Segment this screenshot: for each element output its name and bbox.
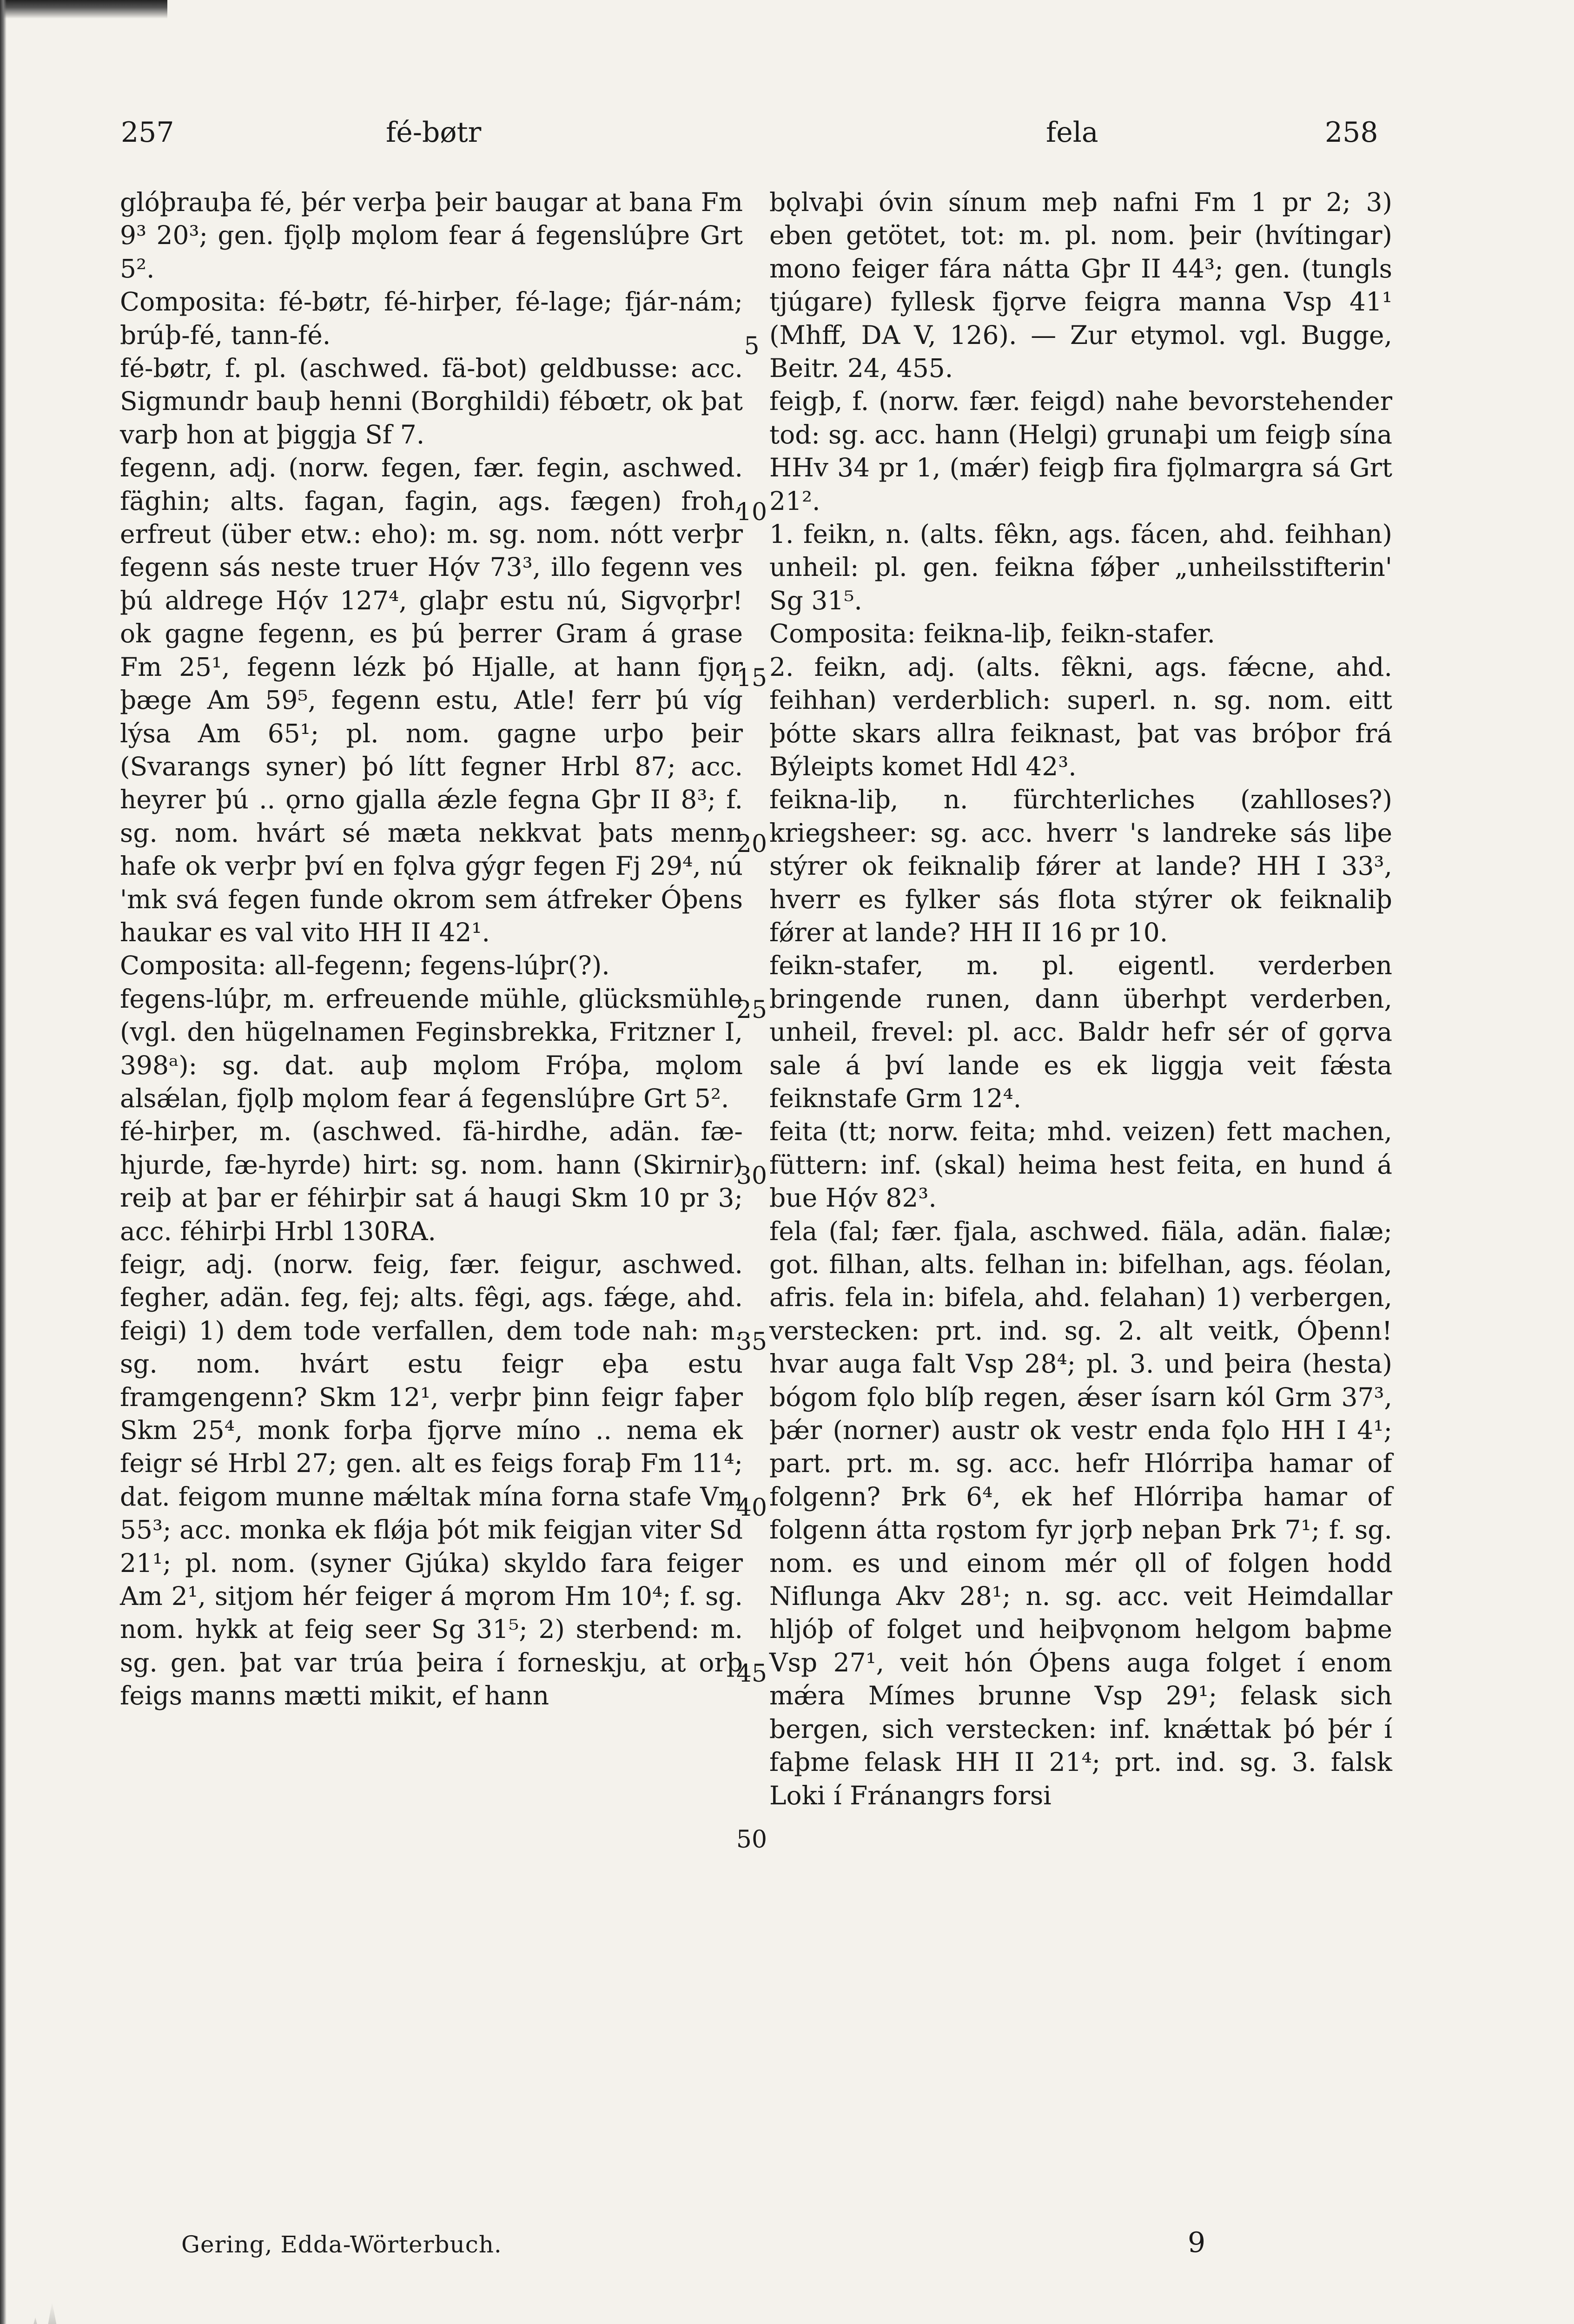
entry: glóþrauþa fé, þér verþa þeir baugar at bana Fm 9³ 20³; gen. fjǫlþ mǫlom fear á fegenslúþre Grt 5². xyxy=(120,187,743,284)
entry: fela (fal; fær. fjala, aschwed. fiäla, adän. fialæ; got. filhan, alts. felhan in: bifelhan, ags. féolan, afris. fela in: bifela, ahd. felahan) 1) verbergen, verstecken: prt. ind. sg. 2. alt veitk, Óþenn! hvar auga falt Vsp 28⁴; pl. 3. und þeira (hesta) bógom fǫlo blíþ regen, ǽser ísarn kól Grm 37³, þǽr (norner) austr ok vestr enda fǫlo HH I 4¹; part. prt. m. sg. acc. hefr Hlórriþa hamar of folgenn? Þrk 6⁴, ek hef Hlórriþa hamar of folgenn átta rǫstom fyr jǫrþ neþan Þrk 7¹; f. sg. nom. es und einom mér ǫll of folgen hodd Niflunga Akv 28¹; n. sg. acc. veit Heimdallar hljóþ of folget und heiþvǫnom helgom baþme Vsp 27¹, veit hón Óþens auga folget í enom mǽra Mímes brunne Vsp 29¹; felask sich bergen, sich verstecken: inf. knǽttak þó þér í faþme felask HH II 21⁴; prt. ind. sg. 3. falsk Loki í Fránangrs forsi xyxy=(769,1216,1392,1810)
line-number: 40 xyxy=(736,1494,767,1522)
right-page-number: 258 xyxy=(1325,116,1378,149)
entry: 2. feikn, adj. (alts. fêkni, ags. fǽcne, ahd. feihhan) verderblich: superl. n. sg. nom. eitt þótte skars allra feiknast, þat vas bróþor frá Býleipts komet Hdl 42³. xyxy=(769,652,1392,781)
entry: Composita: feikna-liþ, feikn-stafer. xyxy=(769,619,1215,649)
line-number: 30 xyxy=(736,1162,767,1190)
entry: feigþ, f. (norw. fær. feigd) nahe bevorstehender tod: sg. acc. hann (Helgi) grunaþi um feigþ sína HHv 34 pr 1, (mǽr) feigþ fira fjǫlmargra sá Grt 21². xyxy=(769,386,1392,516)
footer-signature: Gering, Edda-Wörterbuch. xyxy=(181,2231,502,2258)
line-number: 10 xyxy=(736,498,767,526)
entry: fé-hirþer, m. (aschwed. fä-hirdhe, adän. fæ-hjurde, fæ-hyrde) hirt: sg. nom. hann (Skirnir) reiþ at þar er féhirþir sat á haugi Skm 10 pr 3; acc. féhirþi Hrbl 130RA. xyxy=(120,1116,743,1246)
entry: feigr, adj. (norw. feig, fær. feigur, aschwed. fegher, adän. feg, fej; alts. fêgi, ags. fǽge, ahd. feigi) 1) dem tode verfallen, dem tode nah: m. sg. nom. hvárt estu feigr eþa estu framgengenn? Skm 12¹, verþr þinn feigr faþer Skm 25⁴, monk forþa fjǫrve míno .. nema ek feigr sé Hrbl 27; gen. alt es feigs foraþ Fm 11⁴; dat. feigom munne mǽltak mína forna stafe Vm 55³; acc. monka ek flǿja þót mik feigjan viter Sd 21¹; pl. nom. (syner Gjúka) skyldo fara feiger Am 2¹, sitjom hér feiger á mǫrom Hm 10⁴; f. sg. nom. hykk at feig seer Sg 31⁵; 2) sterbend: m. sg. gen. þat var trúa þeira í forneskju, at orþ feigs manns mætti mikit, ef hann xyxy=(120,1249,743,1711)
left-page-number: 257 xyxy=(121,116,174,149)
entry: Composita: fé-bøtr, fé-hirþer, fé-lage; fjár-nám; brúþ-fé, tann-fé. xyxy=(120,287,743,350)
entry: fé-bøtr, f. pl. (aschwed. fä-bot) geldbusse: acc. Sigmundr bauþ henni (Borghildi) fébœtr, ok þat varþ hon at þiggja Sf 7. xyxy=(120,353,743,449)
scan-edge-left xyxy=(0,0,7,2324)
scan-artifact xyxy=(19,2302,74,2324)
left-column xyxy=(120,186,743,1713)
line-number: 45 xyxy=(736,1660,767,1688)
entry: 1. feikn, n. (alts. fêkn, ags. fácen, ahd. feihhan) unheil: pl. gen. feikna fǿþer „unheilsstifterin' Sg 31⁵. xyxy=(769,519,1392,615)
left-running-head: fé-bøtr xyxy=(386,116,482,149)
line-number: 25 xyxy=(736,996,767,1024)
entry: feikna-liþ, n. fürchterliches (zahlloses?) kriegsheer: sg. acc. hverr 's landreke sás liþe stýrer ok feiknaliþ fǿrer at lande? HH I 33³, hverr es fylker sás flota stýrer ok feiknaliþ fǿrer at lande? HH II 16 pr 10. xyxy=(769,785,1392,947)
entry: fegenn, adj. (norw. fegen, fær. fegin, aschwed. fäghin; alts. fagan, fagin, ags. fægen) froh, erfreut (über etw.: eho): m. sg. nom. nótt verþr fegenn sás neste truer Hǫ́v 73³, illo fegenn ves þú aldrege Hǫ́v 127⁴, glaþr estu nú, Sigvǫrþr! ok gagne fegenn, es þú þerrer Gram á grase Fm 25¹, fegenn lézk þó Hjalle, at hann fjǫr þæge Am 59⁵, fegenn estu, Atle! ferr þú víg lýsa Am 65¹; pl. nom. gagne urþo þeir (Svarangs syner) þó lítt fegner Hrbl 87; acc. heyrer þú .. ǫrno gjalla ǽzle fegna Gþr II 8³; f. sg. nom. hvárt sé mæta nekkvat þats menn hafe ok verþr því en fǫlva gýgr fegen Fj 29⁴, nú 'mk svá fegen funde okrom sem átfreker Óþens haukar es val vito HH II 42¹. xyxy=(120,453,743,947)
right-column xyxy=(769,186,1392,1812)
line-number: 35 xyxy=(736,1328,767,1356)
entry: Composita: all-fegenn; fegens-lúþr(?). xyxy=(120,951,610,981)
scan-edge-top xyxy=(0,0,167,19)
line-number: 20 xyxy=(736,830,767,858)
entry: feikn-stafer, m. pl. eigentl. verderben bringende runen, dann überhpt verderben, unheil, frevel: pl. acc. Baldr hefr sér of gǫrva sale á því lande es ek liggja veit fǽsta feiknstafe Grm 12⁴. xyxy=(769,951,1392,1113)
sheet-number: 9 xyxy=(1188,2226,1206,2259)
line-number: 50 xyxy=(736,1826,767,1854)
line-number: 15 xyxy=(736,664,767,692)
entry: feita (tt; norw. feita; mhd. veizen) fett machen, füttern: inf. (skal) heima hest feita, en hund á bue Hǫ́v 82³. xyxy=(769,1116,1392,1213)
entry: fegens-lúþr, m. erfreuende mühle, glücksmühle (vgl. den hügelnamen Feginsbrekka, Fritzner I, 398ᵃ): sg. dat. auþ mǫlom Fróþa, mǫlom alsǽlan, fjǫlþ mǫlom fear á fegenslúþre Grt 5². xyxy=(120,984,743,1113)
right-running-head: fela xyxy=(1046,116,1098,149)
entry: bǫlvaþi óvin sínum meþ nafni Fm 1 pr 2; 3) eben getötet, tot: m. pl. nom. þeir (hvítingar) mono feiger fára nátta Gþr II 44³; gen. (tungls tjúgare) fyllesk fjǫrve feigra manna Vsp 41¹ (Mhff, DA V, 126). — Zur etymol. vgl. Bugge, Beitr. 24, 455. xyxy=(769,187,1392,383)
line-number: 5 xyxy=(744,332,760,360)
